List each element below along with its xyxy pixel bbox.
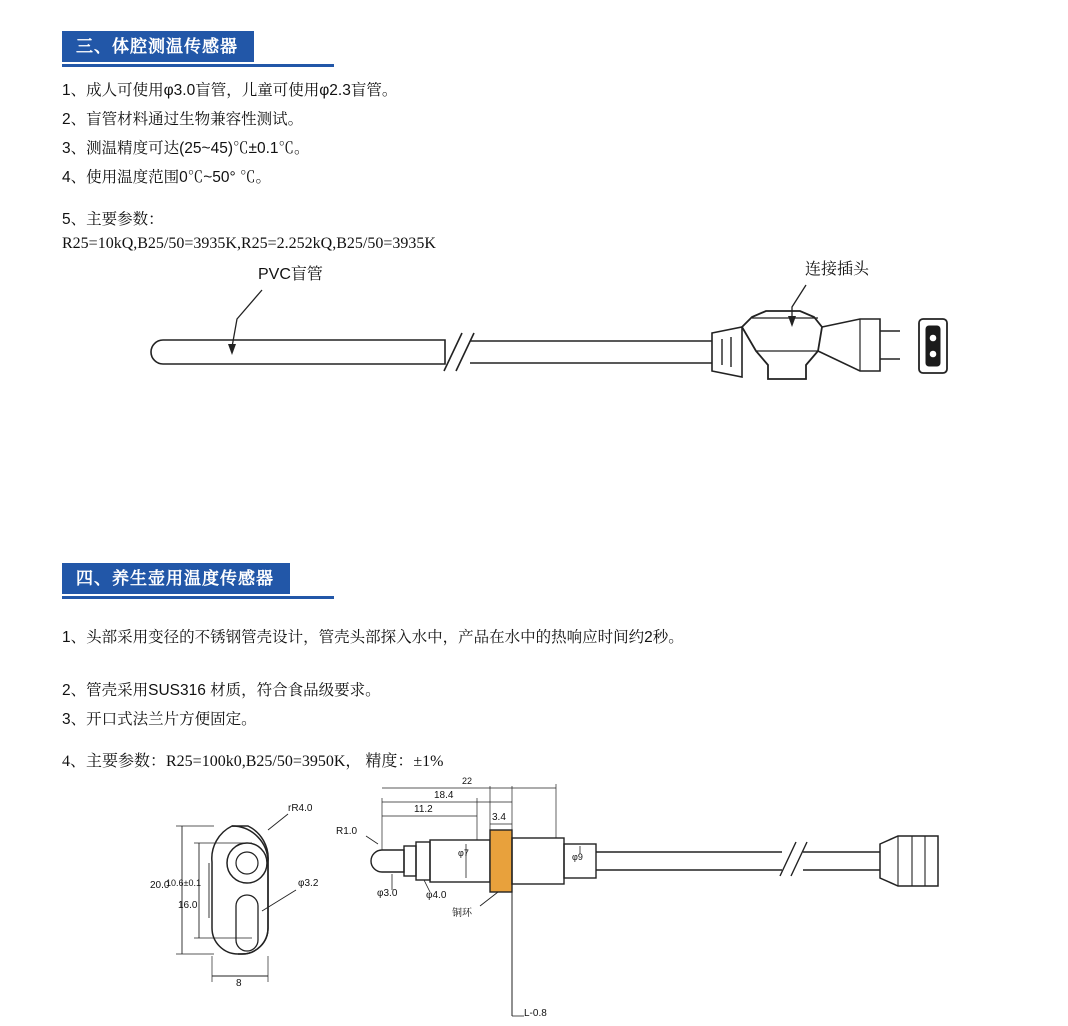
dim-probe-mid-dia: φ4.0: [426, 890, 447, 901]
dim-flange-height-mid: 10.6±0.1: [166, 878, 201, 888]
section-3-parameters: R25=10kQ,B25/50=3935K,R25=2.252kQ,B25/50=3935K: [62, 235, 436, 252]
section-3-figure: [0, 255, 1020, 415]
section-3-header-rule: [62, 64, 334, 67]
figure-label-pvc-tube: PVC盲管: [258, 266, 323, 283]
section-3-line-2: 2、盲管材料通过生物兼容性测试。: [62, 111, 304, 128]
dim-flange-hole: φ3.2: [298, 878, 319, 889]
dim-probe-overall: 22: [462, 776, 473, 786]
section-3-line-1: 1、成人可使用φ3.0盲管，儿童可使用φ2.3盲管。: [62, 82, 398, 99]
kettle-sensor-drawing: [0, 778, 1040, 1026]
section-4-header: 四、养生壶用温度传感器: [62, 563, 290, 594]
dim-flange-radius: rR4.0: [288, 803, 313, 814]
figure-label-copper-ring: 铜环: [452, 908, 472, 919]
section-4-line-4: 4、主要参数：R25=100k0,B25/50=3950K， 精度：±1%: [62, 753, 444, 770]
section-3-header: 三、体腔测温传感器: [62, 31, 254, 62]
dim-probe-radius: R1.0: [336, 826, 358, 837]
dim-probe-3-4: 3.4: [492, 812, 506, 823]
probe-assembly-drawing: [0, 255, 1020, 415]
section-4-figure: [0, 778, 1040, 1026]
section-4-line-3: 3、开口式法兰片方便固定。: [62, 711, 257, 728]
dim-probe-body-dia: φ9: [572, 852, 583, 862]
dim-probe-tip-dia: φ3.0: [377, 888, 398, 899]
dim-probe-lead-length: L-0.8: [524, 1008, 547, 1019]
section-4-header-rule: [62, 596, 334, 599]
section-4-line-1: 1、头部采用变径的不锈钢管壳设计，管壳头部探入水中，产品在水中的热响应时间约2秒。: [62, 629, 684, 646]
section-3-line-4: 4、使用温度范围0℃~50° ℃。: [62, 169, 272, 186]
dim-flange-height-total: 20.0: [150, 880, 170, 891]
section-4-line-2: 2、管壳采用SUS316 材质，符合食品级要求。: [62, 682, 381, 699]
figure-label-connector-plug: 连接插头: [805, 261, 870, 278]
dim-flange-width: 8: [236, 978, 242, 989]
dim-probe-18-4: 18.4: [434, 790, 454, 801]
dim-probe-inner-dia: φ7: [458, 848, 469, 858]
dim-probe-11-2: 11.2: [414, 804, 433, 815]
section-3-line-3: 3、测温精度可达(25~45)℃±0.1℃。: [62, 140, 310, 157]
dim-flange-height-low: 16.0: [178, 900, 198, 911]
section-3-line-5: 5、主要参数：: [62, 211, 164, 228]
